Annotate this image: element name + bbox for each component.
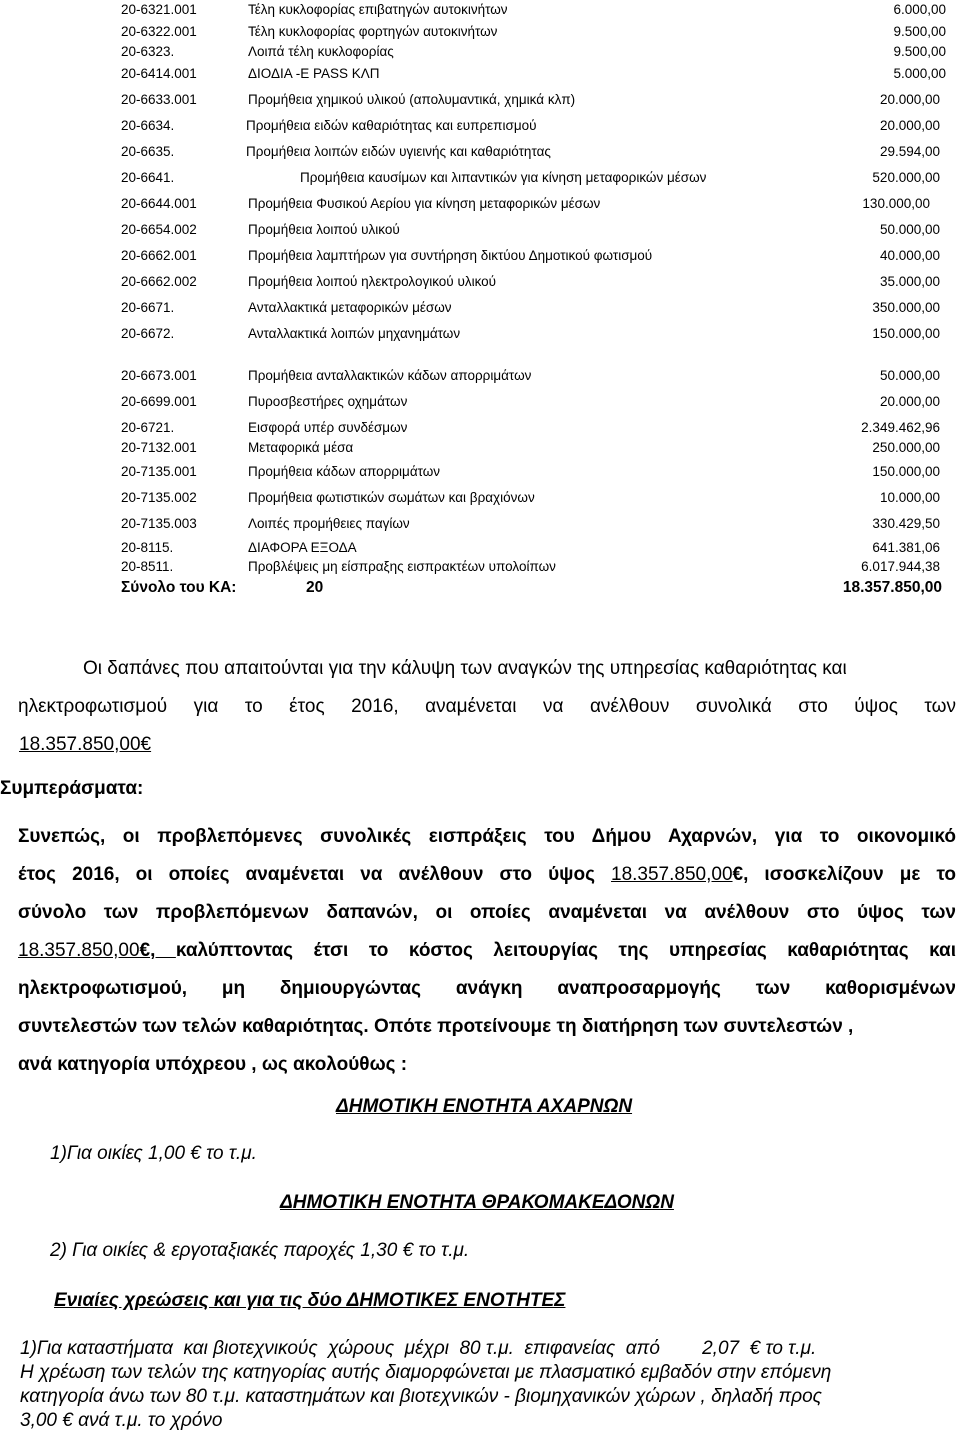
row-code: 20-6321.001	[121, 2, 197, 17]
row-description: Λοιπές προμήθειες παγίων	[248, 516, 410, 531]
unified-line-3: κατηγορία άνω των 80 τ.μ. καταστημάτων και βιοτεχνικών - βιομηχανικών χώρων , δηλαδή προς	[20, 1386, 822, 1407]
table-row	[0, 298, 960, 318]
row-amount: 130.000,00	[862, 196, 930, 211]
conclusions-line-7: ανά κατηγορία υπόχρεου , ως ακολούθως :	[18, 1054, 408, 1075]
table-row	[0, 194, 960, 214]
row-code: 20-6672.	[121, 326, 175, 341]
row-code: 20-6323.	[121, 44, 175, 59]
unit1-heading: ΔΗΜΟΤΙΚΗ ΕΝΟΤΗΤΑ ΑΧΑΡΝΩΝ	[336, 1096, 633, 1117]
row-description: Τέλη κυκλοφορίας φορτηγών αυτοκινήτων	[248, 24, 498, 39]
row-amount: 50.000,00	[879, 222, 940, 237]
row-code: 20-6673.001	[121, 368, 197, 383]
table-row	[0, 272, 960, 292]
row-description: Προμήθεια λαμπτήρων για συντήρηση δικτύου Δημοτικού φωτισμού	[248, 248, 653, 263]
table-row	[0, 538, 960, 558]
conclusions-heading-wrap	[0, 770, 956, 808]
conclusions-line-5: ηλεκτροφωτισμού, μη δημιουργώντας ανάγκη αναπροσαρμογής των καθορισμένων	[18, 978, 956, 999]
row-amount: 9.500,00	[893, 44, 946, 59]
table-row	[0, 0, 960, 20]
intro-line-1: Οι δαπάνες που απαιτούνται για την κάλυψη των αναγκών της υπηρεσίας καθαριότητας και	[83, 658, 847, 679]
unit1-rate: 1)Για οικίες 1,00 € το τ.μ.	[50, 1143, 257, 1164]
conclusions-line-3: σύνολο των προβλεπόμενων δαπανών, οι οποίες αναμένεται να ανέλθουν στο ύψος των	[18, 902, 956, 923]
row-code: 20-7132.001	[121, 440, 197, 455]
table-row	[0, 42, 960, 62]
row-amount: 520.000,00	[872, 170, 940, 185]
row-description: Ανταλλακτικά μεταφορικών μέσων	[248, 300, 452, 315]
row-amount: 50.000,00	[879, 368, 940, 383]
conclusions-amount-1: 18.357.850,00	[611, 864, 733, 885]
table-row	[0, 116, 960, 136]
unified-line-1: 1)Για καταστήματα και βιοτεχνικούς χώρους μέχρι 80 τ.μ. επιφανείας από 2,07 € το τ.μ.	[20, 1338, 817, 1359]
row-description: Προμήθεια φωτιστικών σωμάτων και βραχιόνων	[248, 490, 535, 505]
row-code: 20-6633.001	[121, 92, 197, 107]
row-amount: 29.594,00	[879, 144, 940, 159]
row-code: 20-6699.001	[121, 394, 197, 409]
row-description: Εισφορά υπέρ συνδέσμων	[248, 420, 408, 435]
row-amount: 150.000,00	[872, 464, 940, 479]
table-row	[0, 392, 960, 412]
row-amount: 40.000,00	[879, 248, 940, 263]
row-description: Προμήθεια λοιπού ηλεκτρολογικού υλικού	[248, 274, 497, 289]
row-amount: 250.000,00	[872, 440, 940, 455]
row-code: 20-6635.	[121, 144, 175, 159]
row-amount: 20.000,00	[879, 92, 940, 107]
total-ka: 20	[306, 579, 324, 596]
unified-paragraph	[20, 1337, 938, 1433]
table-row	[0, 557, 960, 577]
row-description: Προβλέψεις μη είσπραξης εισπρακτέων υπολοίπων	[248, 559, 556, 574]
conclusions-line-2: έτος 2016, οι οποίες αναμένεται να ανέλθουν στο ύψος 18.357.850,00€, ισοσκελίζουν με το	[18, 864, 956, 885]
table-row	[0, 246, 960, 266]
row-amount: 6.017.944,38	[861, 559, 940, 574]
row-code: 20-6662.002	[121, 274, 197, 289]
row-code: 20-7135.001	[121, 464, 197, 479]
table-row	[0, 64, 960, 84]
row-description: Προμήθεια ανταλλακτικών κάδων απορριμάτων	[248, 368, 532, 383]
row-description: Λοιπά τέλη κυκλοφορίας	[248, 44, 394, 59]
intro-line-2: ηλεκτροφωτισμού για το έτος 2016, αναμένεται να ανέλθουν συνολικά στο ύψος των	[18, 696, 956, 717]
unified-line-2: Η χρέωση των τελών της κατηγορίας αυτής διαμορφώνεται με πλασματικό εμβαδόν στην επόμενη	[20, 1362, 832, 1383]
row-amount: 20.000,00	[879, 118, 940, 133]
table-row	[0, 514, 960, 534]
row-amount: 9.500,00	[893, 24, 946, 39]
intro-paragraph	[18, 650, 956, 764]
row-amount: 5.000,00	[893, 66, 946, 81]
row-code: 20-6322.001	[121, 24, 197, 39]
conclusions-line-1: Συνεπώς, οι προβλεπόμενες συνολικές εισπράξεις του Δήμου Αχαρνών, για το οικονομικό	[18, 826, 956, 847]
row-amount: 20.000,00	[879, 394, 940, 409]
unit2-rate: 2) Για οικίες & εργοταξιακές παροχές 1,30 € το τ.μ.	[50, 1240, 470, 1261]
row-description: ΔΙΟΔΙΑ -E PASS ΚΛΠ	[248, 66, 380, 81]
row-description: Προμήθεια χημικού υλικού (απολυμαντικά, χημικά κλπ)	[248, 92, 576, 107]
intro-amount: 18.357.850,00€	[19, 734, 152, 755]
conclusions-heading: Συμπεράσματα:	[0, 778, 144, 799]
table-row	[0, 418, 960, 438]
table-row	[0, 366, 960, 386]
conclusions-amount-2: 18.357.850,00	[18, 940, 140, 961]
row-description: Προμήθεια λοιπού υλικού	[248, 222, 400, 237]
row-description: Ανταλλακτικά λοιπών μηχανημάτων	[248, 326, 461, 341]
row-code: 20-6641.	[121, 170, 175, 185]
row-amount: 35.000,00	[879, 274, 940, 289]
conclusions-line-6: συντελεστών των τελών καθαριότητας. Οπότε προτείνουμε τη διατήρηση των συντελεστών ,	[18, 1016, 854, 1037]
row-description: ΔΙΑΦΟΡΑ ΕΞΟΔΑ	[248, 540, 357, 555]
total-label: Σύνολο του ΚΑ:	[121, 579, 237, 596]
table-row	[0, 438, 960, 458]
row-amount: 10.000,00	[879, 490, 940, 505]
table-row	[0, 90, 960, 110]
row-amount: 150.000,00	[872, 326, 940, 341]
row-description: Προμήθεια Φυσικού Αερίου για κίνηση μεταφορικών μέσων	[248, 196, 601, 211]
table-row	[0, 168, 960, 188]
row-code: 20-8115.	[121, 540, 174, 555]
unified-heading: Ενιαίες χρεώσεις και για τις δύο ΔΗΜΟΤΙΚΕΣ ΕΝΟΤΗΤΕΣ	[54, 1290, 566, 1311]
row-code: 20-7135.003	[121, 516, 197, 531]
row-code: 20-6671.	[121, 300, 175, 315]
table-row	[0, 324, 960, 344]
row-code: 20-6721.	[121, 420, 175, 435]
conclusions-paragraph	[18, 818, 956, 1084]
row-amount: 2.349.462,96	[861, 420, 940, 435]
row-description: Πυροσβεστήρες οχημάτων	[248, 394, 408, 409]
row-description: Προμήθεια λοιπών ειδών υγιεινής και καθαριότητας	[246, 144, 551, 159]
intro-line-3	[18, 726, 956, 764]
row-amount: 350.000,00	[872, 300, 940, 315]
unit2-heading: ΔΗΜΟΤΙΚΗ ΕΝΟΤΗΤΑ ΘΡΑΚΟΜΑΚΕΔΟΝΩΝ	[280, 1192, 674, 1213]
table-row	[0, 142, 960, 162]
conclusions-line-4: 18.357.850,00€, καλύπτοντας έτσι το κόστος λειτουργίας της υπηρεσίας καθαριότητας και	[18, 940, 956, 961]
row-amount: 330.429,50	[872, 516, 940, 531]
row-code: 20-6414.001	[121, 66, 197, 81]
unified-line-4: 3,00 € ανά τ.μ. το χρόνο	[20, 1410, 223, 1431]
row-description: Μεταφορικά μέσα	[248, 440, 354, 455]
row-amount: 641.381,06	[872, 540, 940, 555]
table-row	[0, 462, 960, 482]
row-description: Προμήθεια ειδών καθαριότητας και ευπρεπισμού	[246, 118, 537, 133]
row-code: 20-8511.	[121, 559, 174, 574]
row-code: 20-6654.002	[121, 222, 197, 237]
row-code: 20-6644.001	[121, 196, 197, 211]
row-code: 20-6634.	[121, 118, 175, 133]
row-description: Προμήθεια καυσίμων και λιπαντικών για κίνηση μεταφορικών μέσων	[300, 170, 707, 185]
row-code: 20-6662.001	[121, 248, 197, 263]
total-amount: 18.357.850,00	[842, 579, 942, 596]
table-row	[0, 22, 960, 42]
table-row	[0, 220, 960, 240]
row-code: 20-7135.002	[121, 490, 197, 505]
row-description: Τέλη κυκλοφορίας επιβατηγών αυτοκινήτων	[248, 2, 508, 17]
table-row	[0, 488, 960, 508]
row-amount: 6.000,00	[893, 2, 946, 17]
row-description: Προμήθεια κάδων απορριμάτων	[248, 464, 441, 479]
